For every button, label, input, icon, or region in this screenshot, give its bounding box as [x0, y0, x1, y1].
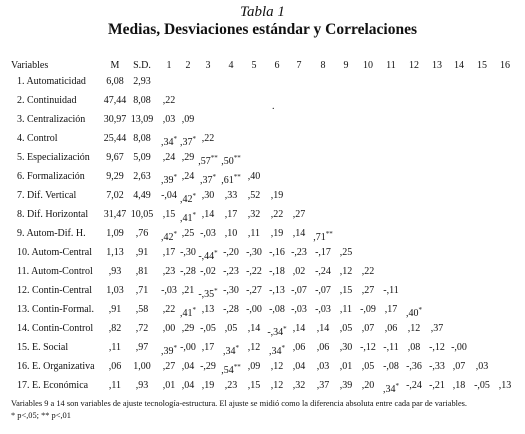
- table-row: [0, 320, 525, 338]
- correlation-cell: -,29: [200, 361, 216, 372]
- table-row: [0, 149, 525, 167]
- correlation-cell: ,22: [270, 209, 284, 220]
- correlation-cell: -,07: [315, 285, 331, 296]
- mean-cell: 31,47: [103, 209, 127, 220]
- correlation-cell: ,11: [247, 228, 261, 239]
- correlation-cell: ,14: [292, 228, 306, 239]
- sd-cell: ,72: [135, 323, 149, 334]
- correlation-cell: -,04: [161, 190, 177, 201]
- mean-cell: 6,08: [106, 76, 124, 87]
- correlation-cell: -,08: [383, 361, 399, 372]
- correlation-cell: -,28: [180, 266, 196, 277]
- sd-cell: ,91: [135, 247, 149, 258]
- correlation-cell: ,21: [181, 285, 195, 296]
- correlation-cell: -,44*: [198, 249, 218, 262]
- sd-cell: 8,08: [133, 133, 151, 144]
- correlation-cell: ,27: [361, 285, 375, 296]
- correlation-cell: ,24: [181, 171, 195, 182]
- correlation-cell: ,42*: [180, 192, 196, 205]
- mean-cell: 1,13: [106, 247, 124, 258]
- table-row: [0, 111, 525, 129]
- correlation-cell: ,34*: [161, 135, 177, 148]
- correlation-cell: ,22: [201, 133, 215, 144]
- correlation-cell: ,04: [292, 361, 306, 372]
- correlation-cell: -,03: [161, 285, 177, 296]
- mean-cell: 9,67: [106, 152, 124, 163]
- correlation-cell: -,09: [360, 304, 376, 315]
- header-col-9: 9: [343, 60, 349, 71]
- header-col-12: 12: [409, 60, 419, 71]
- correlation-cell: ,32: [292, 380, 306, 391]
- correlation-cell: -,30: [180, 247, 196, 258]
- correlation-cell: -,05: [200, 323, 216, 334]
- correlation-cell: ,07: [452, 361, 466, 372]
- correlation-cell: ,14: [201, 209, 215, 220]
- correlation-cell: ,50**: [221, 154, 241, 167]
- correlation-cell: ,19: [270, 228, 284, 239]
- correlation-cell: -,34*: [267, 325, 287, 338]
- correlation-cell: ,30: [201, 190, 215, 201]
- correlation-cell: -,13: [269, 285, 285, 296]
- mean-cell: ,11: [108, 342, 122, 353]
- table-row: [0, 187, 525, 205]
- correlation-cell: ,11: [339, 304, 353, 315]
- header-col-6: 6: [274, 60, 280, 71]
- row-label: 5. Especialización: [17, 152, 90, 163]
- correlation-cell: ,20: [361, 380, 375, 391]
- correlation-cell: -,35*: [198, 287, 218, 300]
- correlation-cell: ,34*: [269, 344, 285, 357]
- correlation-cell: -,11: [383, 342, 399, 353]
- table-row: [0, 244, 525, 262]
- row-label: 3. Centralización: [17, 114, 86, 125]
- sd-cell: 10,05: [130, 209, 154, 220]
- mean-cell: 1,09: [106, 228, 124, 239]
- sd-cell: ,93: [135, 380, 149, 391]
- correlation-cell: ,37*: [200, 173, 216, 186]
- table-row: [0, 206, 525, 224]
- correlation-cell: ,03: [475, 361, 489, 372]
- sd-cell: 13,09: [130, 114, 154, 125]
- row-label: 13. Contin-Formal.: [17, 304, 94, 315]
- mean-cell: ,82: [108, 323, 122, 334]
- correlation-cell: ,09: [247, 361, 261, 372]
- header-col-1: 1: [166, 60, 172, 71]
- row-label: 4. Control: [17, 133, 58, 144]
- correlation-cell: -,03: [200, 228, 216, 239]
- correlation-cell: ,12: [270, 361, 284, 372]
- correlation-cell: ,12: [407, 323, 421, 334]
- correlation-cell: ,29: [181, 323, 195, 334]
- sd-cell: ,71: [135, 285, 149, 296]
- table-row: [0, 301, 525, 319]
- sd-cell: ,97: [135, 342, 149, 353]
- correlation-cell: ,14: [316, 323, 330, 334]
- row-label: 9. Autom-Dif. H.: [17, 228, 86, 239]
- correlation-cell: ,02: [292, 266, 306, 277]
- table-row: [0, 92, 525, 110]
- correlation-cell: ,27: [292, 209, 306, 220]
- row-label: 7. Dif. Vertical: [17, 190, 77, 201]
- header-col-m: M: [110, 60, 120, 71]
- correlation-cell: ,24: [162, 152, 176, 163]
- significance-note: * p<,05; ** p<,01: [11, 411, 71, 420]
- mean-cell: ,91: [108, 304, 122, 315]
- header-col-7: 7: [296, 60, 302, 71]
- correlation-cell: ,03: [316, 361, 330, 372]
- header-col-sd: S.D.: [133, 60, 151, 71]
- correlation-cell: ,01: [339, 361, 353, 372]
- correlation-cell: ,39*: [161, 344, 177, 357]
- table-row: [0, 73, 525, 91]
- correlation-cell: ,37*: [180, 135, 196, 148]
- header-col-8: 8: [320, 60, 326, 71]
- mean-cell: 7,02: [106, 190, 124, 201]
- correlation-cell: -,27: [246, 285, 262, 296]
- correlation-cell: -,07: [291, 285, 307, 296]
- correlation-cell: -,24: [315, 266, 331, 277]
- correlation-cell: ,19: [201, 380, 215, 391]
- correlation-cell: ,22: [361, 266, 375, 277]
- correlation-cell: ,14: [247, 323, 261, 334]
- correlation-cell: ,04: [181, 361, 195, 372]
- correlation-cell: ,15: [247, 380, 261, 391]
- correlation-cell: ,01: [162, 380, 176, 391]
- row-label: 14. Contin-Control: [17, 323, 94, 334]
- table-row: [0, 339, 525, 357]
- row-label: 15. E. Social: [17, 342, 69, 353]
- correlation-cell: ,23: [162, 266, 176, 277]
- correlation-cell: -,00: [180, 342, 196, 353]
- correlation-cell: -,12: [429, 342, 445, 353]
- correlation-cell: ,17: [201, 342, 215, 353]
- correlation-cell: ,34*: [383, 382, 399, 395]
- correlation-cell: ,06: [316, 342, 330, 353]
- correlation-cell: ,57**: [198, 154, 218, 167]
- header-col-5: 5: [251, 60, 257, 71]
- header-variables: Variables: [11, 60, 49, 71]
- note-line: Variables 9 a 14 son variables de ajuste tecnología-estructura. El ajuste se midió como la diferencia absoluta entre cada par de variables.: [11, 399, 468, 408]
- correlation-cell: -,33: [429, 361, 445, 372]
- correlation-cell: -,28: [223, 304, 239, 315]
- correlation-cell: ,23: [224, 380, 238, 391]
- correlation-cell: -,08: [269, 304, 285, 315]
- correlation-cell: ,52: [247, 190, 261, 201]
- correlation-cell: ,42*: [161, 230, 177, 243]
- table-number: Tabla 1: [240, 4, 285, 20]
- correlation-cell: -,21: [429, 380, 445, 391]
- correlation-cell: ,37: [316, 380, 330, 391]
- correlation-cell: ,40*: [406, 306, 422, 319]
- correlation-cell: ,32: [247, 209, 261, 220]
- correlation-cell: -,00: [451, 342, 467, 353]
- correlation-cell: ,19: [270, 190, 284, 201]
- correlation-cell: ,17: [162, 247, 176, 258]
- correlation-cell: ,41*: [180, 306, 196, 319]
- correlation-cell: ,05: [339, 323, 353, 334]
- correlation-cell: -,23: [223, 266, 239, 277]
- correlation-cell: ,61**: [221, 173, 241, 186]
- correlation-cell: -,03: [291, 304, 307, 315]
- correlation-cell: ,07: [361, 323, 375, 334]
- row-label: 1. Automaticidad: [17, 76, 86, 87]
- correlation-cell: ,39*: [161, 173, 177, 186]
- row-label: 17. E. Económica: [17, 380, 89, 391]
- correlation-cell: -,17: [315, 247, 331, 258]
- correlation-cell: ,71**: [313, 230, 333, 243]
- row-label: 10. Autom-Central: [17, 247, 92, 258]
- correlation-cell: ,08: [407, 342, 421, 353]
- header-col-3: 3: [205, 60, 211, 71]
- sd-cell: 8,08: [133, 95, 151, 106]
- correlation-cell: ,25: [181, 228, 195, 239]
- stray-mark: .: [272, 101, 275, 112]
- header-col-10: 10: [363, 60, 373, 71]
- correlation-cell: ,40: [247, 171, 261, 182]
- correlation-cell: ,12: [270, 380, 284, 391]
- correlation-cell: ,34*: [223, 344, 239, 357]
- correlation-cell: ,15: [162, 209, 176, 220]
- row-label: 16. E. Organizativa: [17, 361, 95, 372]
- row-label: 12. Contin-Central: [17, 285, 92, 296]
- sd-cell: ,58: [135, 304, 149, 315]
- correlation-cell: -,16: [269, 247, 285, 258]
- correlation-cell: ,03: [162, 114, 176, 125]
- table-row: [0, 225, 525, 243]
- header-col-11: 11: [386, 60, 396, 71]
- table-notes: [11, 398, 521, 422]
- correlation-cell: ,37: [430, 323, 444, 334]
- correlation-cell: -,02: [200, 266, 216, 277]
- correlation-cell: -,12: [360, 342, 376, 353]
- correlation-cell: ,12: [247, 342, 261, 353]
- sd-cell: ,81: [135, 266, 149, 277]
- correlation-cell: ,06: [384, 323, 398, 334]
- correlation-cell: ,05: [361, 361, 375, 372]
- correlation-cell: ,15: [339, 285, 353, 296]
- mean-cell: 25,44: [103, 133, 127, 144]
- correlation-cell: -,18: [269, 266, 285, 277]
- correlation-cell: ,54**: [221, 363, 241, 376]
- correlation-cell: -,00: [246, 304, 262, 315]
- sd-cell: 5,09: [133, 152, 151, 163]
- correlation-cell: ,12: [339, 266, 353, 277]
- table-row: [0, 282, 525, 300]
- correlation-cell: ,17: [384, 304, 398, 315]
- correlation-cell: ,13: [498, 380, 512, 391]
- correlation-cell: ,27: [162, 361, 176, 372]
- sd-cell: 2,63: [133, 171, 151, 182]
- correlation-cell: -,23: [291, 247, 307, 258]
- header-col-13: 13: [432, 60, 442, 71]
- row-label: 11. Autom-Control: [17, 266, 93, 277]
- correlation-cell: -,22: [246, 266, 262, 277]
- table-title: Medias, Desviaciones estándar y Correlaciones: [108, 21, 417, 38]
- correlation-cell: ,33: [224, 190, 238, 201]
- sd-cell: 2,93: [133, 76, 151, 87]
- correlation-cell: -,30: [246, 247, 262, 258]
- header-col-16: 16: [500, 60, 510, 71]
- correlation-cell: -,24: [406, 380, 422, 391]
- header-col-2: 2: [185, 60, 191, 71]
- mean-cell: ,93: [108, 266, 122, 277]
- mean-cell: ,06: [108, 361, 122, 372]
- row-label: 6. Formalización: [17, 171, 85, 182]
- header-col-14: 14: [454, 60, 464, 71]
- sd-cell: 1,00: [133, 361, 151, 372]
- correlation-cell: -,20: [223, 247, 239, 258]
- correlation-cell: ,13: [201, 304, 215, 315]
- table-row: [0, 130, 525, 148]
- mean-cell: 47,44: [103, 95, 127, 106]
- correlation-cell: -,05: [474, 380, 490, 391]
- correlation-cell: -,36: [406, 361, 422, 372]
- table-row: [0, 377, 525, 395]
- correlation-cell: ,29: [181, 152, 195, 163]
- correlation-cell: ,25: [339, 247, 353, 258]
- correlation-cell: ,00: [162, 323, 176, 334]
- correlation-cell: ,30: [339, 342, 353, 353]
- table-row: [0, 263, 525, 281]
- correlation-cell: ,18: [452, 380, 466, 391]
- header-col-4: 4: [228, 60, 234, 71]
- correlation-cell: ,10: [224, 228, 238, 239]
- sd-cell: ,76: [135, 228, 149, 239]
- correlation-cell: ,41*: [180, 211, 196, 224]
- correlation-cell: ,22: [162, 95, 176, 106]
- row-label: 8. Dif. Horizontal: [17, 209, 89, 220]
- table-row: [0, 168, 525, 186]
- mean-cell: ,11: [108, 380, 122, 391]
- sd-cell: 4,49: [133, 190, 151, 201]
- row-label: 2. Continuidad: [17, 95, 77, 106]
- mean-cell: 30,97: [103, 114, 127, 125]
- correlation-cell: ,09: [181, 114, 195, 125]
- correlation-cell: ,04: [181, 380, 195, 391]
- table-caption: [0, 4, 525, 39]
- correlation-cell: ,17: [224, 209, 238, 220]
- correlation-cell: -,03: [315, 304, 331, 315]
- correlation-cell: ,14: [292, 323, 306, 334]
- table-row: [0, 358, 525, 376]
- correlation-cell: -,11: [383, 285, 399, 296]
- correlation-cell: ,06: [292, 342, 306, 353]
- mean-cell: 1,03: [106, 285, 124, 296]
- correlation-cell: ,22: [162, 304, 176, 315]
- mean-cell: 9,29: [106, 171, 124, 182]
- header-col-15: 15: [477, 60, 487, 71]
- correlation-cell: ,05: [224, 323, 238, 334]
- correlation-cell: -,30: [223, 285, 239, 296]
- correlation-cell: ,39: [339, 380, 353, 391]
